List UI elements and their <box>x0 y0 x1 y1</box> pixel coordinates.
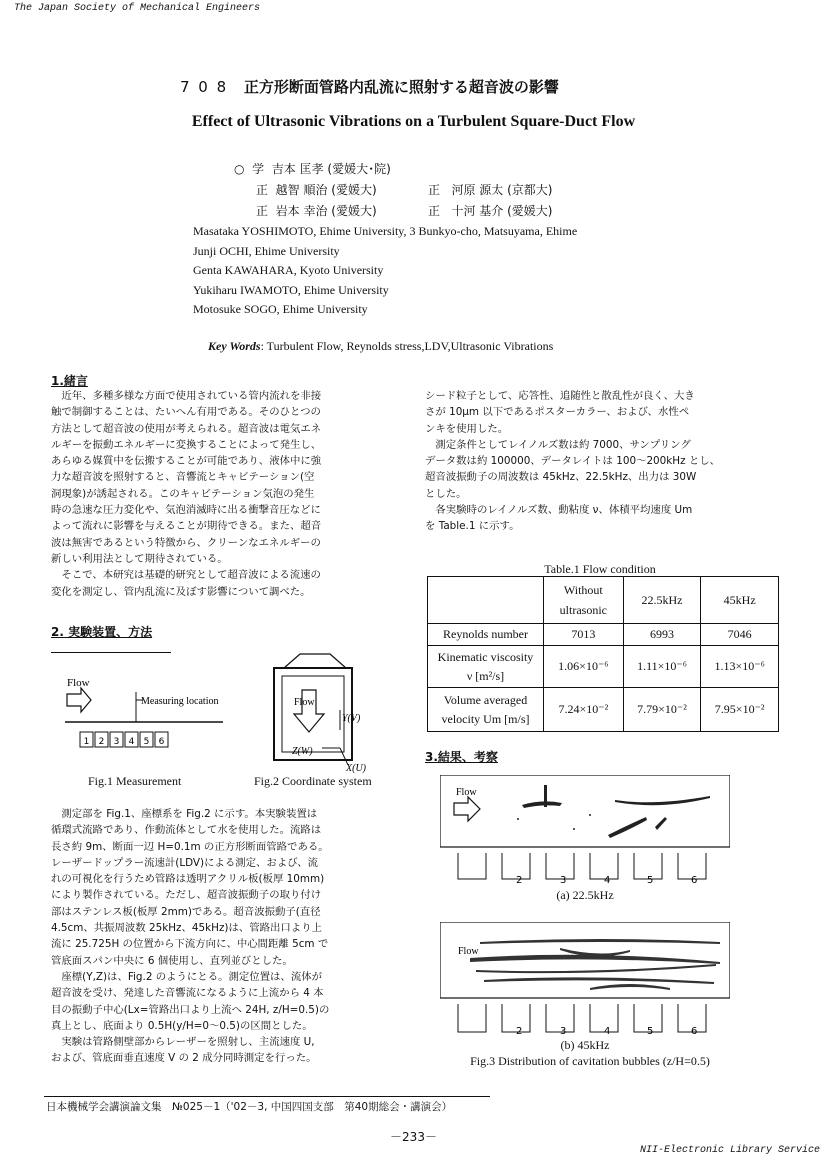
member-grade: 正 <box>256 204 269 218</box>
section-intro-body <box>51 388 401 600</box>
transducer-number: 2 <box>98 737 105 747</box>
duct-perspective <box>284 654 346 668</box>
affiliation-line: Masataka YOSHIMOTO, Ehime University, 3 Bunkyo-cho, Matsuyama, Ehime <box>193 224 578 238</box>
presenter-mark: ○ <box>234 162 245 176</box>
library-footer: NII-Electronic Library Service <box>640 1145 821 1156</box>
member-grade: 正 <box>256 183 269 197</box>
transducer-number: 6 <box>691 875 698 885</box>
fig3a-visualization <box>440 775 730 885</box>
transducer-number: 5 <box>647 875 654 885</box>
table-cell: 1.13×10⁻⁶ <box>701 646 779 688</box>
fig1-caption: Fig.1 Measurement <box>88 774 182 788</box>
text-line: 測定条件としてレイノルズ数は約 7000、サンプリング <box>425 438 691 451</box>
text-line: 循環式流路であり、作動流体として水を使用した。流路は <box>51 824 322 837</box>
author-name: 岩本 幸治 (愛媛大) <box>275 204 377 218</box>
text-line: により製作されている。ただし、超音波振動子の取り付け <box>51 889 322 902</box>
transducer-number: 6 <box>691 1026 698 1036</box>
flow-condition-table <box>427 576 779 732</box>
transducer-number: 5 <box>647 1026 654 1036</box>
fig3-caption: Fig.3 Distribution of cavitation bubbles (z/H=0.5) <box>470 1054 710 1068</box>
keywords-label: Key Words <box>208 339 261 353</box>
divider <box>51 652 171 653</box>
text-line: 近年、多種多様な方面で使用されている管内流れを非接 <box>51 390 322 402</box>
author-row-2 <box>256 181 377 198</box>
author-row-3 <box>256 202 377 219</box>
transducer-row <box>458 1004 706 1032</box>
text-line: 新しい利用法として期待されている。 <box>51 552 228 565</box>
page-number: －233－ <box>390 1130 437 1144</box>
text-line: 真上とし、底面より 0.5H(y/H=0〜0.5)の区間とした。 <box>51 1019 313 1032</box>
table-col-header: 45kHz <box>701 577 779 624</box>
row-label-line: Kinematic viscosity <box>437 649 534 664</box>
table-cell: 7.24×10⁻² <box>543 688 623 732</box>
text-line: 超音波を受け、発達した音響流になるように上流から 4 本 <box>51 987 324 1000</box>
text-line: 方法として超音波の使用が考えられる。超音波は電気エネ <box>51 422 322 435</box>
text-line: とした。 <box>425 487 467 500</box>
row-label-line: ν [m²/s] <box>466 668 505 683</box>
transducer-number: 3 <box>113 737 120 747</box>
fig1-diagram <box>55 670 225 755</box>
table-row <box>428 624 779 646</box>
transducer-number: 5 <box>143 737 150 747</box>
member-grade: 正 <box>428 204 441 218</box>
row-label <box>428 688 544 732</box>
fig3a-flow-label: Flow <box>456 787 477 798</box>
text-line: レーザードップラー流速計(LDV)による測定、および、流 <box>51 856 318 869</box>
section-method-body <box>51 806 411 1067</box>
author-name: 河原 源太 (京都大) <box>451 183 553 197</box>
transducer-number: 4 <box>604 875 611 885</box>
text-line: 時の急速な圧力変化や、気泡消滅時に出る衝撃音圧などに <box>51 504 321 517</box>
affiliation-line: Genta KAWAHARA, Kyoto University <box>193 263 384 277</box>
author-row-1 <box>234 160 391 177</box>
right-column-body <box>425 388 785 535</box>
transducer-number: 3 <box>560 1026 567 1036</box>
text-line: 変化を測定し、管内乱流に及ぼす影響について調べた。 <box>51 585 311 598</box>
text-line: 洞現象)が誘起される。このキャビテーション気泡の発生 <box>51 487 315 500</box>
title-jp-text: 正方形断面管路内乱流に照射する超音波の影響 <box>243 78 559 96</box>
text-line: ンキを使用した。 <box>425 422 509 435</box>
transducer-row <box>80 732 168 747</box>
author-row-2b <box>428 181 552 198</box>
author-name: 越智 順治 (愛媛大) <box>275 183 377 197</box>
table-header-row <box>428 577 779 624</box>
text-line: 4.5cm、共振周波数 25kHz、45kHz)は、管路出口より上 <box>51 922 322 935</box>
row-label-line: velocity Um [m/s] <box>441 711 530 726</box>
fig3b-caption: (b) 45kHz <box>560 1038 610 1052</box>
text-line: を Table.1 に示す。 <box>425 520 520 533</box>
affiliation-line: Yukiharu IWAMOTO, Ehime University <box>193 282 389 297</box>
transducer-number: 1 <box>83 737 90 747</box>
text-line: 部はステンレス板(板厚 2mm)である。超音波振動子(直径 <box>51 905 321 918</box>
text-line: さが 10μm 以下であるポスターカラー、および、水性ペ <box>425 406 690 419</box>
proceedings-footer: 日本機械学会講演論文集 №025－1（'02－3, 中国四国支部 第40期総会・講演会） <box>46 1101 453 1113</box>
text-line: 各実験時のレイノルズ数、動粘度 ν、体積平均速度 Um <box>425 504 693 517</box>
text-line: 力な超音波を照射すると、音響流とキャビテーション(空 <box>51 471 315 484</box>
y-axis-label: Y(V) <box>342 713 361 724</box>
z-axis-label: Z(W) <box>292 746 313 757</box>
journal-header: The Japan Society of Mechanical Engineers <box>14 3 261 14</box>
x-axis-label: X(U) <box>346 763 366 774</box>
text-line: 流に 25.725H の位置から下流方向に、中心間距離 5cm で <box>51 938 329 951</box>
transducer-number: 4 <box>604 1026 611 1036</box>
text-line: 長さ約 9m、断面一辺 H=0.1m の正方形断面管路である。 <box>51 840 329 853</box>
table-cell: 7.79×10⁻² <box>623 688 701 732</box>
text-line: 波は無害であるという特徴から、クリーンなエネルギーの <box>51 536 321 549</box>
table-cell: 7013 <box>543 624 623 646</box>
text-line: 管底面スパン中央に 6 個使用し、直列並びとした。 <box>51 954 293 967</box>
text-line: よって流れに影響を与えることが期待できる。また、超音 <box>51 520 322 533</box>
table-cell: 7046 <box>701 624 779 646</box>
keywords <box>208 339 553 354</box>
text-line: 実験は管路側壁部からレーザーを照射し、主流速度 U, <box>51 1036 315 1049</box>
row-label: Reynolds number <box>428 624 544 646</box>
keywords-text: : Turbulent Flow, Reynolds stress,LDV,Ultrasonic Vibrations <box>260 339 554 353</box>
affiliation-line: Junji OCHI, Ehime University <box>193 243 340 258</box>
affiliations <box>193 222 577 320</box>
member-grade: 正 <box>428 183 441 197</box>
text-line: れの可視化を行うため管路は透明アクリル板(板厚 10mm) <box>51 873 325 886</box>
affiliation-line: Motosuke SOGO, Ehime University <box>193 302 368 316</box>
transducer-number: 3 <box>560 875 567 885</box>
transducer-number: 2 <box>516 875 523 885</box>
transducer-number: 6 <box>158 737 165 747</box>
transducer-number: 2 <box>516 1026 523 1036</box>
table-cell: 7.95×10⁻² <box>701 688 779 732</box>
footer-rule <box>44 1096 490 1097</box>
text-line: データ数は約 100000、データレイトは 100〜200kHz とし、 <box>425 455 721 468</box>
flow-arrow-icon <box>67 688 91 712</box>
text-line: 測定部を Fig.1、座標系を Fig.2 に示す。本実験装置は <box>51 808 318 820</box>
table-cell: 1.06×10⁻⁶ <box>543 646 623 688</box>
table-cell: 6993 <box>623 624 701 646</box>
duct-inner <box>282 676 344 752</box>
fig1-measure-label: Measuring location <box>141 696 219 707</box>
fig3b-visualization <box>440 922 730 1036</box>
fig2-caption: Fig.2 Coordinate system <box>254 774 372 788</box>
fig2-diagram <box>262 650 392 775</box>
text-line: そこで、本研究は基礎的研究として超音波による流速の <box>51 569 321 582</box>
text-line: 座標(Y,Z)は、Fig.2 のようにとる。測定位置は、流体が <box>51 970 322 983</box>
text-line: 超音波振動子の周波数は 45kHz、22.5kHz、出力は 30W <box>425 471 697 484</box>
table-cell: 1.11×10⁻⁶ <box>623 646 701 688</box>
col-header-line: Without <box>563 583 603 597</box>
author-name: 十河 基介 (愛媛大) <box>451 204 553 218</box>
text-line: シード粒子として、応答性、追随性と散乱性が良く、大き <box>425 390 695 402</box>
fig3a-caption: (a) 22.5kHz <box>556 888 614 902</box>
text-line: 目の振動子中心(Lx=管路出口より上流へ 24H, z/H=0.5)の <box>51 1003 330 1016</box>
section-heading-results: 3.結果、考察 <box>425 750 498 764</box>
col-header-line: ultrasonic <box>559 603 607 617</box>
table-col-header <box>543 577 623 624</box>
table1-caption: Table.1 Flow condition <box>544 562 656 576</box>
table-row <box>428 646 779 688</box>
text-line: ルギーを振動エネルギーに変換することによって発生し、 <box>51 438 322 451</box>
table-row <box>428 688 779 732</box>
section-heading-method: 2. 実験装置、方法 <box>51 625 153 639</box>
fig1-flow-label: Flow <box>67 677 90 689</box>
author-row-3b <box>428 202 552 219</box>
author-name: 吉本 匡孝 (愛媛大･院) <box>271 162 391 176</box>
transducer-row <box>458 853 706 879</box>
text-line: あらゆる媒質中を伝搬することが可能であり、液体中に強 <box>51 455 322 468</box>
transducer-number: 4 <box>128 737 135 747</box>
fig2-flow-label: Flow <box>294 697 315 708</box>
paper-title-en: Effect of Ultrasonic Vibrations on a Turbulent Square-Duct Flow <box>191 113 636 130</box>
paper-number: 7 0 8 <box>180 78 229 96</box>
text-line: 触で制御することは、たいへん有用である。そのひとつの <box>51 406 321 419</box>
fig3b-flow-label: Flow <box>458 946 479 957</box>
table-col-header: 22.5kHz <box>623 577 701 624</box>
row-label <box>428 646 544 688</box>
table-corner-cell <box>428 577 544 624</box>
text-line: および、管底面垂直速度 V の 2 成分同時測定を行った。 <box>51 1052 317 1065</box>
section-heading-intro: 1.緒言 <box>51 374 88 388</box>
photo-frame <box>440 775 730 847</box>
member-grade: 学 <box>252 162 265 176</box>
row-label-line: Volume averaged <box>443 692 528 707</box>
paper-title-jp <box>180 76 620 97</box>
